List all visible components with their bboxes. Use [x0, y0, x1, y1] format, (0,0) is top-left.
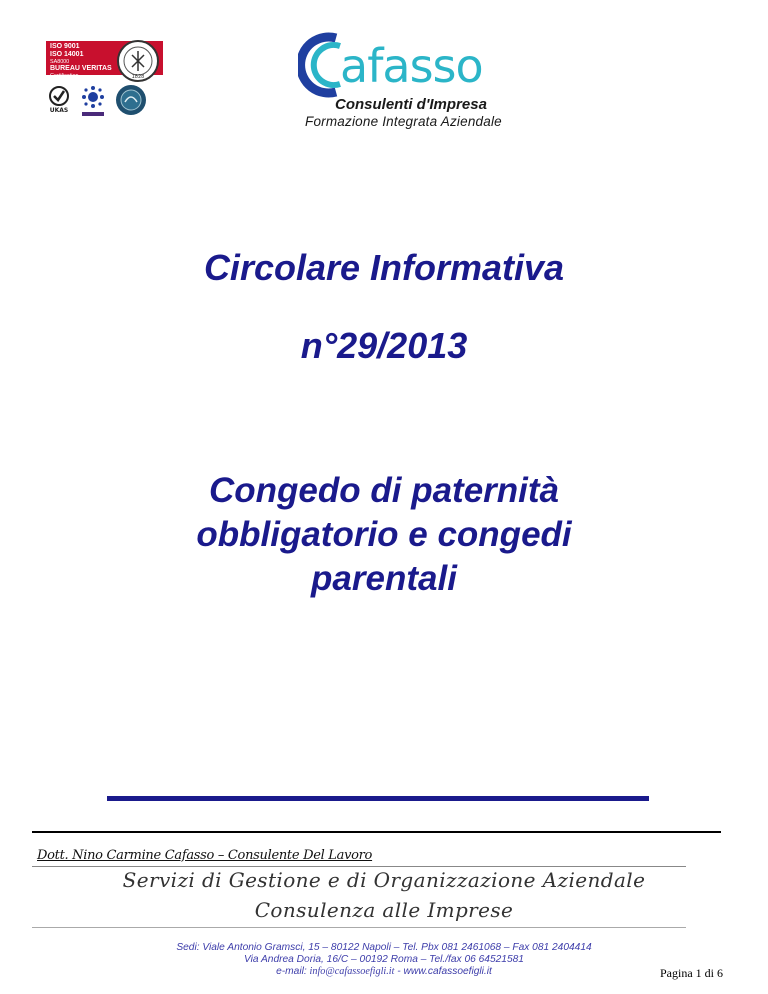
- author-divider: [32, 866, 686, 867]
- services-line-2: Consulenza alle Imprese: [254, 898, 514, 922]
- accredia-seal-icon: [115, 84, 147, 116]
- sa8000-label: SA8000: [50, 59, 70, 65]
- iso-9001-label: ISO 9001: [50, 43, 80, 50]
- address-napoli: Sedi: Viale Antonio Gramsci, 15 – 80122 Napoli – Tel. Pbx 081 2461068 – Fax 081 2404414: [176, 942, 592, 953]
- bureau-veritas-label: BUREAU VERITAS: [50, 65, 112, 72]
- circular-number: n°29/2013: [300, 325, 468, 366]
- subject-line-2: obbligatorio e congedi: [196, 515, 572, 554]
- ukas-label: UKAS: [49, 107, 69, 114]
- ukas-icon: [46, 84, 72, 118]
- email-link[interactable]: info@cafassoefigli.it: [309, 966, 395, 977]
- page-number: Pagina 1 di 6: [660, 966, 723, 980]
- author-line: Dott. Nino Carmine Cafasso – Consulente Del Lavoro: [37, 848, 373, 863]
- address-roma: Via Andrea Doria, 16/C – 00192 Roma – Tel./fax 06 64521581: [244, 954, 524, 965]
- document-title: Circolare Informativa: [203, 247, 565, 288]
- subject-line-1: Congedo di paternità: [209, 471, 559, 510]
- brand-name: afasso: [340, 39, 483, 93]
- accreditation-dots-icon: [78, 84, 108, 118]
- certification-label: Certification: [50, 73, 79, 79]
- services-divider: [32, 927, 686, 928]
- decorative-thick-rule: [107, 796, 649, 801]
- logo-tagline-formazione: Formazione Integrata Aziendale: [305, 114, 502, 129]
- contact-separator: -: [394, 966, 404, 977]
- footer-divider: [32, 831, 721, 833]
- subject-line-3: parentali: [311, 559, 457, 598]
- website-link[interactable]: www.cafassoefigli.it: [403, 966, 492, 977]
- contact-line: [0, 966, 768, 977]
- logo-tagline-consulenti: Consulenti d'Impresa: [335, 96, 487, 113]
- document-subject: [0, 469, 768, 601]
- iso-14001-label: ISO 14001: [50, 51, 84, 58]
- email-label: e-mail:: [276, 966, 310, 977]
- bureau-veritas-seal-icon: [116, 39, 160, 83]
- cafasso-logo: [298, 32, 543, 98]
- seal-year: 1828: [131, 74, 145, 80]
- services-line-1: Servizi di Gestione e di Organizzazione Aziendale: [122, 868, 646, 892]
